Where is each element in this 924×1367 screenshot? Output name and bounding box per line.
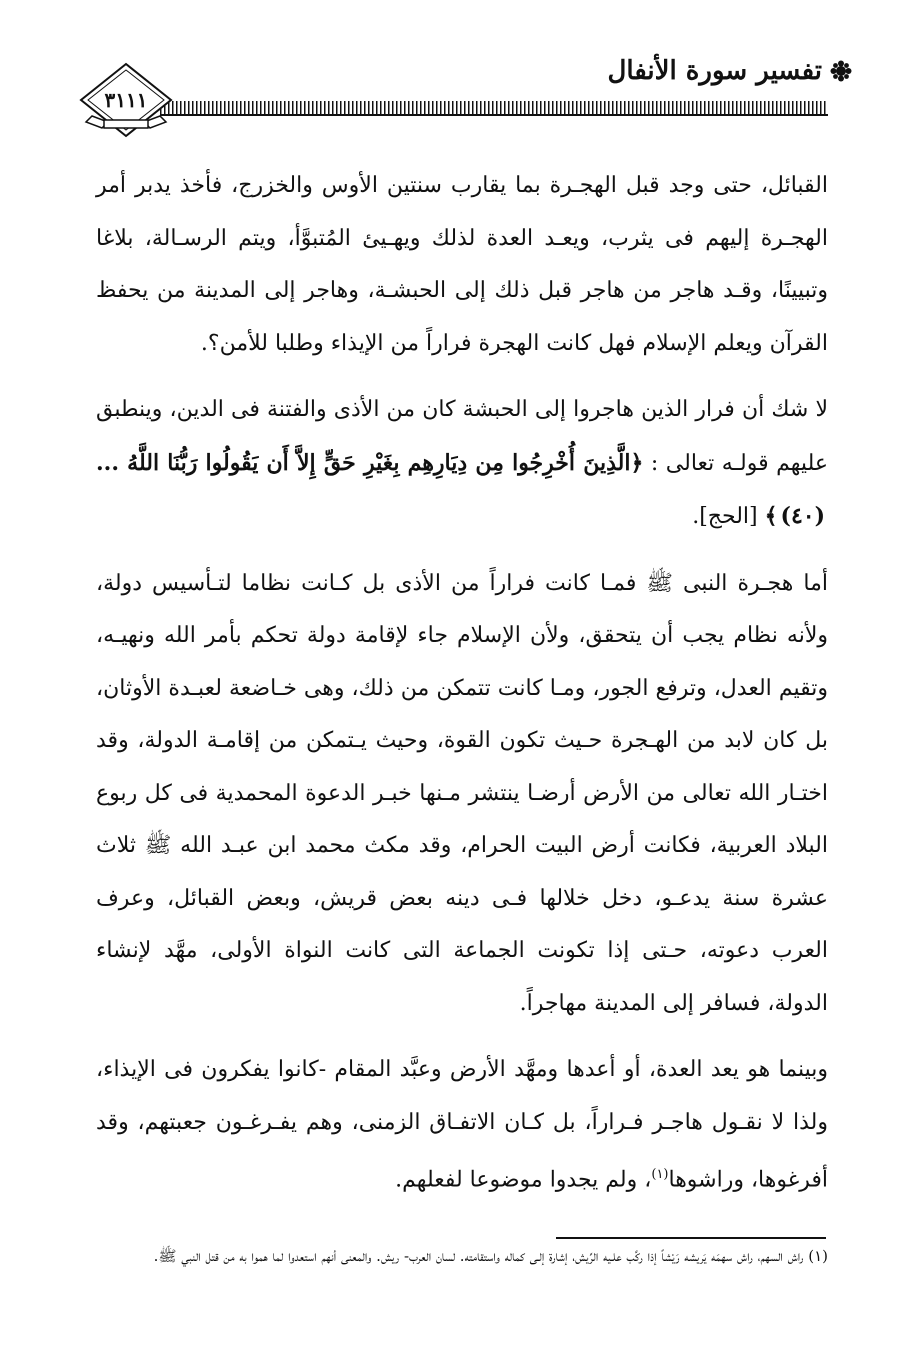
running-title: تفسير سورة الأنفال [607, 56, 822, 86]
surah-reference: [الحج]. [692, 504, 758, 529]
paragraph-4 [96, 1044, 828, 1207]
paragraph-3: أما هجـرة النبى ﷺ فمـا كانت فراراً من الأذى بل كـانت نظاما لتـأسيس دولة، ولأنه نظام يجب أن يتحقق، ولأن الإسلام جاء لإقامة دولة تحكم بأمر الله ونهيـه، وتقيم العدل، وترفع الجور، ومـا كانت تتمكن من ذلك، وهى خـاضعة لعبـدة الأوثان، بل كان لابد من الهـجرة حـيث تكون القوة، وحيث يـتمكن من إقامـة الدولة، وقد اختـار الله تعالى من الأرض أرضـا ينتشر مـنها خبـر الدعوة المحمدية فى كل ربوع البلاد العربية، فكانت أرض البيت الحرام، وقد مكث محمد ابن عبـد الله ﷺ ثلاث عشرة سنة يدعـو، دخل خلالها فـى دينه بعض قريش، وبعض القبائل، وعرف العرب دعوته، حـتى إذا تكونت الجماعة التى كانت النواة الأولى، مهَّد لإنشاء الدولة، فسافر إلى المدينة مهاجراً. [96, 570, 828, 1016]
running-title-group [607, 56, 852, 86]
page-header [0, 0, 924, 150]
footnote-separator [556, 1237, 826, 1239]
header-rule-base [160, 114, 828, 116]
main-text [96, 160, 828, 1207]
paragraph-4-text: وبينما هو يعد العدة، أو أعدها ومهَّد الأرض وعبَّد المقام -كانوا يفكرون فى الإيذاء، ولذا لا نقـول هاجـر فـراراً، بل كـان الاتفـاق الزمنى، وهم يفـرغـون جعبتهم، وقد أفرغوها، وراشوها [96, 1057, 828, 1193]
verse-text: الَّذِينَ أُخْرِجُوا مِن دِيَارِهِم بِغَيْرِ حَقٍّ إِلاَّ أَن يَقُولُوا رَبُّنَا اللَّهُ ... [96, 449, 631, 476]
ayah-number-icon: (٤٠) [780, 503, 825, 529]
paragraph-4-end: ، ولم يجدوا موضوعا لفعلهم. [395, 1167, 652, 1193]
page-number-badge [78, 62, 174, 142]
flower-ornament-icon [830, 60, 852, 82]
ayah-number: ٤٠ [790, 503, 815, 529]
paragraph-2-text: لا شك أن فرار الذين هاجروا إلى الحبشة كان من الأذى والفتنة فى الدين، وينطبق عليهم قولـه تعالى : [96, 397, 828, 476]
verse-close-bracket: ﴾ [764, 503, 778, 529]
footnote: (١) راش السهم، راش سهمَه يَريشه رَيْشاً إذا ركَّب علـيه الرِّيش، إشارة إلـى كماله واستقامته. لسان العرب- ريش. والمعنى أنهم استعدوا لما هموا به من قتل النبي ﷺ. [153, 1247, 828, 1265]
page-number: ٣١١١ [104, 88, 148, 112]
verse-open-bracket: ﴿ [630, 449, 644, 476]
paragraph-2 [96, 384, 828, 544]
paragraph-1: القبائل، حتى وجد قبل الهجـرة بما يقارب سنتين الأوس والخزرج، فأخذ يدبر أمر الهجـرة إليهم فى يثرب، ويعـد العدة لذلك ويهـيئ المُتبوَّأ، ويتم الرسـالة، بلاغا وتبيينًا، وقـد هاجر من هاجر قبل ذلك إلى الحبشـة، وهاجر إلى المدينة من يحفظ القرآن ويعلم الإسلام فهل كانت الهجرة فراراً من الإيذاء وطلبا للأمن؟. [96, 173, 828, 356]
header-rule [160, 101, 828, 115]
footnote-reference: (١) [651, 1167, 669, 1182]
